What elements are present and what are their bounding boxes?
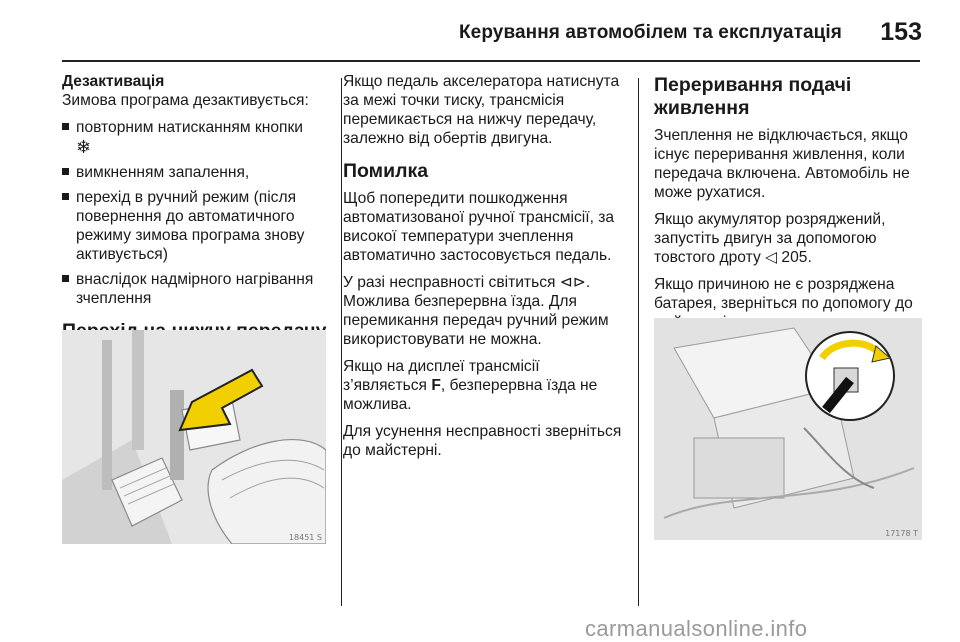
error-text-2-b: . Можлива безперервна їзда. Для перемикання передач ручний режим використовувати не можна. <box>343 274 609 348</box>
bullet-item <box>62 118 328 157</box>
error-text-3-b: , безперервна їзда не можлива. <box>343 377 598 413</box>
power-interruption-heading: Переривання подачі живлення <box>654 74 852 119</box>
engine-figure <box>654 318 922 540</box>
pedal-illustration <box>62 330 326 544</box>
deactivation-heading: Дезактивація <box>62 73 165 90</box>
bullet-item <box>62 163 328 182</box>
transmission-fault-icon: ⊲⊳ <box>559 274 586 291</box>
engine-illustration <box>654 318 922 540</box>
snowflake-icon: ❄ <box>76 137 92 157</box>
figure-code: 17178 T <box>885 529 918 538</box>
bullet-item <box>62 188 328 264</box>
error-text-4: Для усунення несправності зверніться до майстерні. <box>343 423 622 459</box>
display-f-symbol: F <box>431 377 441 394</box>
column-divider-1 <box>341 78 342 606</box>
column-2 <box>343 72 627 468</box>
power-text-2-b: 205. <box>777 249 812 266</box>
pedal-figure <box>62 330 326 544</box>
column-divider-2 <box>638 78 639 606</box>
bullet-item <box>62 270 328 308</box>
page-number: 153 <box>880 18 922 46</box>
deactivation-intro: Зимова програма дезактивується: <box>62 92 309 109</box>
error-text-1: Щоб попередити пошкодження автоматизованої ручної трансмісії, за високої температури зчеплення автоматично застосовується педаль. <box>343 190 615 264</box>
power-text-2-a: Якщо акумулятор розряджений, запустіть двигун за допомогою товстого дроту <box>654 211 886 266</box>
column-1 <box>62 72 328 349</box>
power-text-2 <box>654 210 924 267</box>
power-text-1: Зчеплення не відключається, якщо існує переривання живлення, коли передача включена. Автомобіль не може рухатися. <box>654 127 910 201</box>
bullet-text: повторним натисканням кнопки <box>76 119 303 136</box>
bullet-icon <box>62 123 69 130</box>
page-header <box>0 0 960 62</box>
kickdown-text: Якщо педаль акселератора натиснута за межі точки тиску, трансмісія перемикається на нижчу передачу, залежно від обертів двигуна. <box>343 73 620 147</box>
watermark: carmanualsonline.info <box>585 616 808 641</box>
bullet-icon <box>62 193 69 200</box>
bullet-icon <box>62 168 69 175</box>
page-ref-arrow-icon: ◁ <box>765 249 778 266</box>
header-rule <box>62 60 920 62</box>
error-text-2-a: У разі несправності світиться <box>343 274 556 291</box>
power-text-3: Якщо причиною не є розряджена батарея, зверніться по допомогу до <box>654 276 913 312</box>
bullet-text: внаслідок надмірного нагрівання зчеплення <box>76 271 314 307</box>
column-3 <box>654 72 924 340</box>
error-text-2 <box>343 273 627 349</box>
error-text-3 <box>343 357 627 414</box>
bullet-icon <box>62 275 69 282</box>
error-text-3-a: Якщо на дисплеї трансмісії з’являється <box>343 358 540 394</box>
bullet-text: перехід в ручний режим (після повернення до автоматичного режиму зимова програма знову активується) <box>76 189 305 263</box>
figure-code: 18451 S <box>288 533 322 542</box>
page-title: Керування автомобілем та експлуатація <box>458 22 842 43</box>
error-heading: Помилка <box>343 160 429 182</box>
bullet-text: вимкненням запалення, <box>76 164 250 181</box>
